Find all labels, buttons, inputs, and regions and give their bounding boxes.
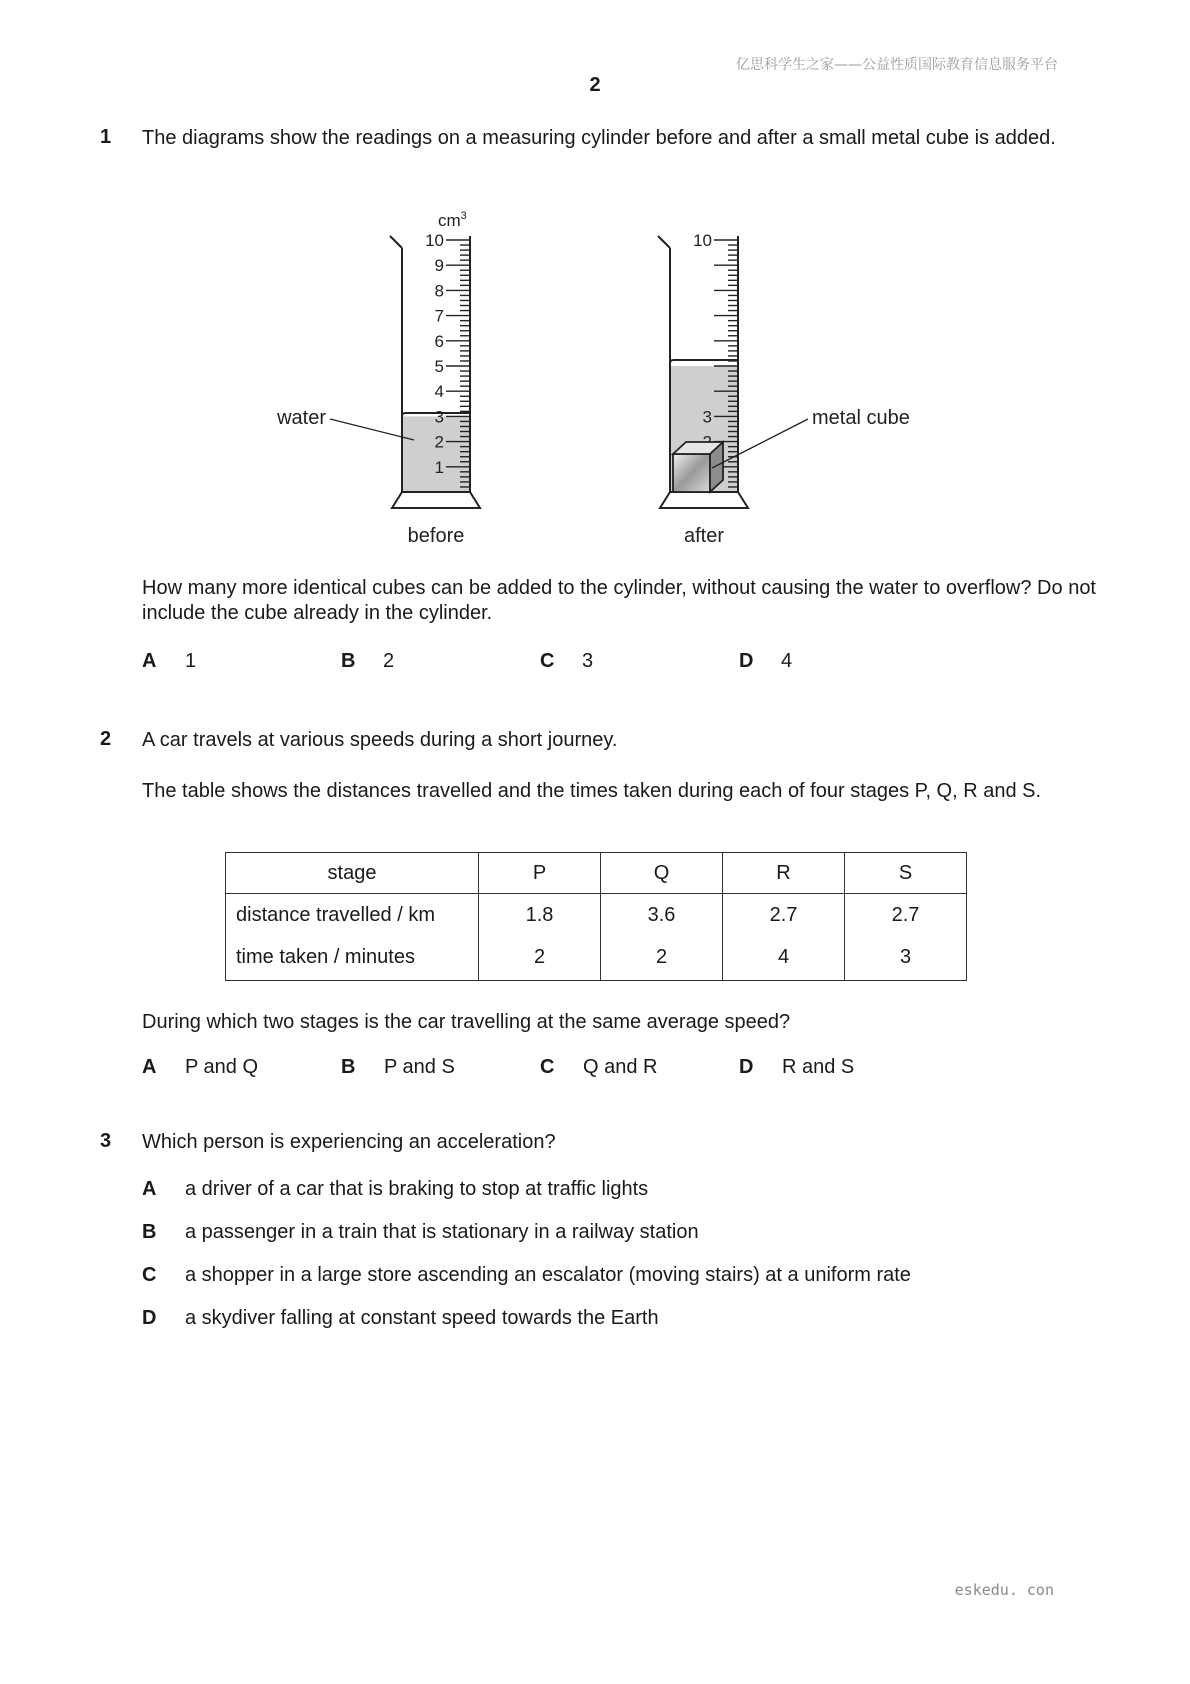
q1-option-b-text[interactable]: 2 — [383, 650, 395, 672]
table-cell: 3.6 — [647, 904, 676, 926]
page-number: 2 — [589, 74, 601, 96]
q3-option-b-letter[interactable]: B — [142, 1221, 157, 1243]
q2-option-c-text[interactable]: Q and R — [583, 1056, 658, 1078]
q3-option-b-text[interactable]: a passenger in a train that is stationary in a railway station — [185, 1221, 699, 1243]
table-header-row — [226, 853, 967, 894]
q2-option-b-letter[interactable]: B — [341, 1056, 356, 1078]
scale-label: 10 — [693, 231, 712, 250]
table-header-cell: Q — [601, 853, 723, 894]
caption-after: after — [683, 525, 725, 547]
table-row — [226, 894, 967, 981]
table-row-label: distance travelled / km — [236, 904, 435, 926]
table-row-label: time taken / minutes — [236, 946, 415, 968]
scale-label: 3 — [434, 407, 444, 427]
metal-cube-label: metal cube — [812, 407, 910, 429]
scale-label: 9 — [434, 256, 444, 276]
q3-option-a-text[interactable]: a driver of a car that is braking to stop at traffic lights — [185, 1178, 649, 1200]
table-cell: 2 — [533, 946, 546, 968]
question-2-text: During which two stages is the car travelling at the same average speed? — [142, 1011, 791, 1033]
table-header-cell: R — [723, 853, 845, 894]
q2-option-c-letter[interactable]: C — [540, 1056, 555, 1078]
q2-option-b-text[interactable]: P and S — [384, 1056, 455, 1078]
q3-option-a-letter[interactable]: A — [142, 1178, 157, 1200]
question-1-text: How many more identical cubes can be added to the cylinder, without causing the water to overflow? Do not include the cube already in the cylinder. — [142, 577, 1096, 624]
q1-option-c-letter[interactable]: C — [540, 650, 555, 672]
scale-label: 8 — [434, 281, 444, 301]
unit-label: $cm^3$ — [438, 210, 467, 230]
scale-label: 2 — [434, 432, 444, 452]
q3-option-c-letter[interactable]: C — [142, 1264, 157, 1286]
scale-label: 10 — [425, 231, 444, 250]
metal-cube — [673, 442, 723, 492]
q1-option-b-letter[interactable]: B — [341, 650, 356, 672]
question-1-stem: The diagrams show the readings on a measuring cylinder before and after a small metal cube is added. — [142, 127, 1056, 149]
scale-label: 1 — [434, 457, 444, 477]
question-3-text: Which person is experiencing an acceleration? — [142, 1131, 556, 1153]
q2-option-d-text[interactable]: R and S — [782, 1056, 855, 1078]
scale-label: 5 — [434, 357, 444, 376]
question-2-table-intro: The table shows the distances travelled and the times taken during each of four stages P, Q, R and S. — [142, 780, 1042, 802]
question-2-number: 2 — [100, 728, 112, 750]
scale-label: 6 — [434, 331, 444, 351]
table-cell: 1.8 — [525, 904, 554, 926]
after-cylinder — [658, 231, 910, 547]
caption-before: before — [407, 525, 465, 547]
before-cylinder — [276, 210, 480, 547]
q3-option-d-letter[interactable]: D — [142, 1307, 157, 1329]
q1-option-a-letter[interactable]: A — [142, 650, 157, 672]
q1-option-d-letter[interactable]: D — [739, 650, 754, 672]
q1-option-c-text[interactable]: 3 — [582, 650, 594, 672]
measuring-cylinder-diagram — [0, 0, 1190, 560]
scale-label: 4 — [434, 382, 444, 402]
q2-option-a-text[interactable]: P and Q — [185, 1056, 259, 1078]
q3-option-d-text[interactable]: a skydiver falling at constant speed towards the Earth — [185, 1307, 659, 1329]
table-cell: 2 — [655, 946, 668, 968]
table-header-cell: stage — [226, 853, 479, 894]
table-cell: 4 — [777, 946, 790, 968]
scale-label: 7 — [434, 306, 444, 326]
after-meniscus — [670, 360, 738, 363]
table-cell: 2.7 — [769, 904, 798, 926]
q2-option-d-letter[interactable]: D — [739, 1056, 754, 1078]
q1-option-d-text[interactable]: 4 — [781, 650, 793, 672]
speed-table — [225, 852, 967, 981]
header-watermark: 亿思科学生之家——公益性质国际教育信息服务平台 — [736, 57, 1058, 73]
table-cell: 3 — [899, 946, 912, 968]
scale-label: 3 — [702, 407, 712, 427]
q3-option-c-text[interactable]: a shopper in a large store ascending an escalator (moving stairs) at a uniform rate — [185, 1264, 911, 1286]
q2-option-a-letter[interactable]: A — [142, 1056, 157, 1078]
question-2-intro: A car travels at various speeds during a short journey. — [142, 729, 618, 751]
table-header-cell: S — [845, 853, 967, 894]
table-cell: 2.7 — [891, 904, 920, 926]
before-water — [402, 416, 470, 492]
water-label: water — [277, 407, 326, 429]
table-header-cell: P — [479, 853, 601, 894]
question-1-number: 1 — [100, 126, 112, 148]
q1-option-a-text[interactable]: 1 — [185, 650, 197, 672]
footer-watermark: eskedu. con — [954, 1581, 1054, 1599]
question-3-number: 3 — [100, 1130, 112, 1152]
